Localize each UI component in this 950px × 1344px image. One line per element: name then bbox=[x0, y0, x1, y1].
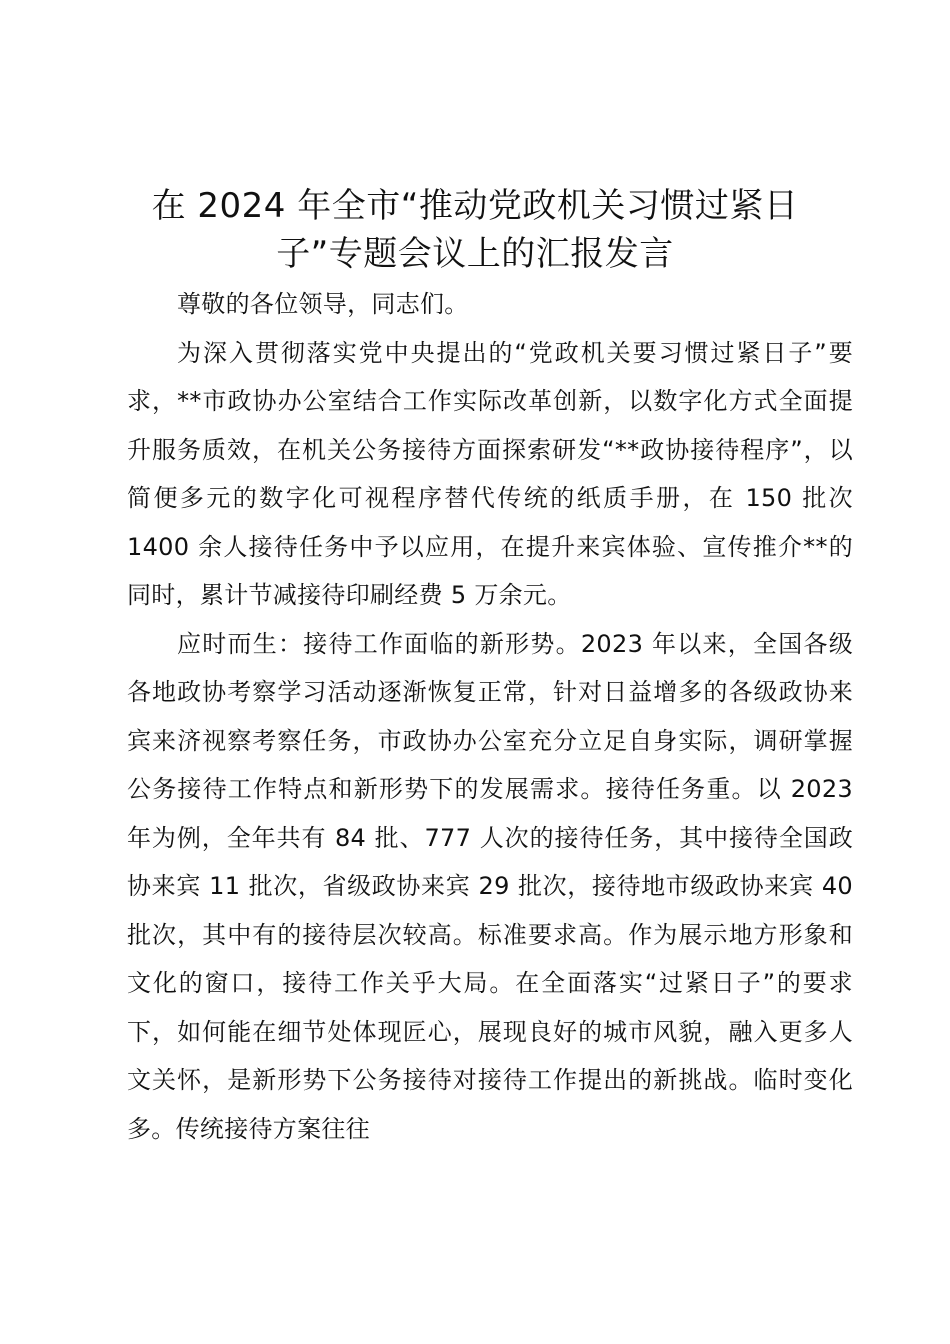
document-body bbox=[127, 280, 853, 1153]
document-title: 在 2024 年全市“推动党政机关习惯过紧日子”专题会议上的汇报发言 bbox=[151, 186, 799, 274]
situation-paragraph: 应时而生：接待工作面临的新形势。2023 年以来，全国各级各地政协考察学习活动逐渐恢复正常，针对日益增多的各级政协来宾来济视察考察任务，市政协办公室充分立足自身实际，调研掌握公务接待工作特点和新形势下的发展需求。接待任务重。以 2023 年为例，全年共有 84 批、777 人次的接待任务，其中接待全国政协来宾 11 批次，省级政协来宾 29 批次，接待地市级政协来宾 40 批次，其中有的接待层次较高。标准要求高。作为展示地方形象和文化的窗口，接待工作关乎大局。在全面落实“过紧日子”的要求下，如何能在细节处体现匠心，展现良好的城市风貌，融入更多人文关怀，是新形势下公务接待对接待工作提出的新挑战。临时变化多。传统接待方案往往 bbox=[127, 629, 853, 1143]
intro-paragraph: 为深入贯彻落实党中央提出的“党政机关要习惯过紧日子”要求，**市政协办公室结合工作实际改革创新，以数字化方式全面提升服务质效，在机关公务接待方面探索研发“**政协接待程序”，以简便多元的数字化可视程序替代传统的纸质手册，在 150 批次 1400 余人接待任务中予以应用，在提升来宾体验、宣传推介**的同时，累计节减接待印刷经费 5 万余元。 bbox=[127, 338, 853, 609]
salutation-paragraph: 尊敬的各位领导，同志们。 bbox=[177, 290, 469, 318]
